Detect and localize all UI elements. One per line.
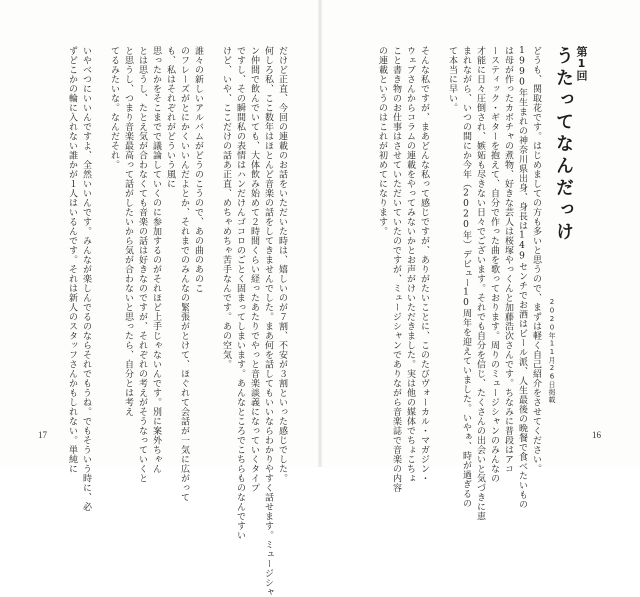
gutter-shadow: [318, 0, 322, 467]
body-column: だけど正直、今回の連載のお話をいただいた時は、嬉しいのが７割、不安が３割といった感じでした。: [277, 46, 287, 483]
body-column: と思うし、つまり音楽最高って話がしたいから気が合わないと思ったら、自分とは考え: [123, 46, 133, 417]
body-column: [92, 46, 105, 426]
body-column: そんな私ですが、まあどんな私って感じですが、ありがたいことに、このたびヴォーカル・マガジン・: [419, 46, 429, 483]
body-column: いやべつにいいんですよ、全然いいんです。みんなが楽しんでるのならそれでもうね。でもそういう時に、必: [81, 46, 91, 512]
body-column: どうも、関取花です。はじめましての方も多いと思うので、まずは軽く自己紹介をさせてください。: [531, 46, 541, 474]
body-column: も、私はそれぞれがどういう風に: [165, 46, 175, 189]
body-column: とは思うし、たとえ気が合わなくても音楽の話は好きなのですが、それぞれの考えがそうなっていくと: [137, 46, 147, 483]
body-column: 何しろ私、ここ数年はほとんど音楽の話をしてきませんでした。まあ何を話してもいいならわかりやすく話せます。ミュージシャ: [263, 46, 273, 597]
body-column: てるみたいな。なんだそれ。: [109, 46, 119, 170]
body-column: まれながら、いつの間にか今年（2020年）デビュー10周年を迎えていました。いやぁ、時が過ぎるの: [461, 46, 471, 508]
body-column: の連載というのはこれが初めてになります。: [377, 46, 387, 236]
body-column: 1990年生まれの神奈川県出身、身長は149センチでお酒はビール派、人生最後の晩餐で食べたいもの: [517, 46, 527, 509]
body-column: ウェブさんからコラムの連載をやってみないかとお声がけいただきました。実は他の媒体でちょこちょ: [405, 46, 415, 483]
body-column: [430, 46, 443, 426]
body-column: のフレーズがとにかくいいんだよとか、それまでのみんなの緊張がとけて、ほぐれて会話が一気に広がって: [179, 46, 189, 502]
body-column: ン仲間で飲んでいても、大体飲み始めて２時間くらい経ったあたりでやっと音楽談義になっていくタイプ: [249, 46, 259, 493]
body-column: て本当に早い。: [447, 46, 457, 113]
body-column: 誰々の新しいアルバムがどうのこうので、あの曲のあのこ: [193, 46, 203, 293]
body-column: は母が作ったカボチャの煮物、好きな芸人は桜塚やっくんと加藤浩次さんです。ちなみに普段はアコ: [503, 46, 513, 474]
body-column: ースティック・ギターを抱えて、自分で作った曲を歌っております。周りのミュージシャンのみんなの: [489, 46, 499, 483]
body-column: 思ったかをそこまでで議論していくのに参加するのがそれほど上手じゃないんです。別に案外ちゃん: [151, 46, 161, 474]
body-column: [204, 46, 217, 426]
body-column: けど、いや、ここだけの話あ正直、めちゃめちゃ苦手なんです。あの空気。: [221, 46, 231, 369]
episode-label: 第1回: [575, 46, 588, 81]
chapter-title: うたってなんだっけ: [553, 46, 574, 244]
body-column: 才能に日々圧倒され、嫉妬も尽きない日々でございます。それでも自分を信じ、たくさんの出会いと気づきに恵: [475, 46, 485, 521]
body-column: ずどこかの輪に入れない誰かが１人はいるんです。それは新人のスタッフさんかもしれない。単純に: [67, 46, 77, 474]
publication-note: 2020年11月26日掲載: [548, 298, 556, 404]
body-column: ですし、その瞬間私の表情はハンだけんゴコロのごとく固まってしまいます。あんなところでこちらものなんですい: [235, 46, 245, 540]
page-number: 16: [592, 430, 601, 440]
body-column: こと書き物のお仕事はさせていただいていたのですが、ミュージシャンでありながら音楽誌で音楽の内容: [391, 46, 401, 493]
page-number: 17: [38, 430, 47, 440]
